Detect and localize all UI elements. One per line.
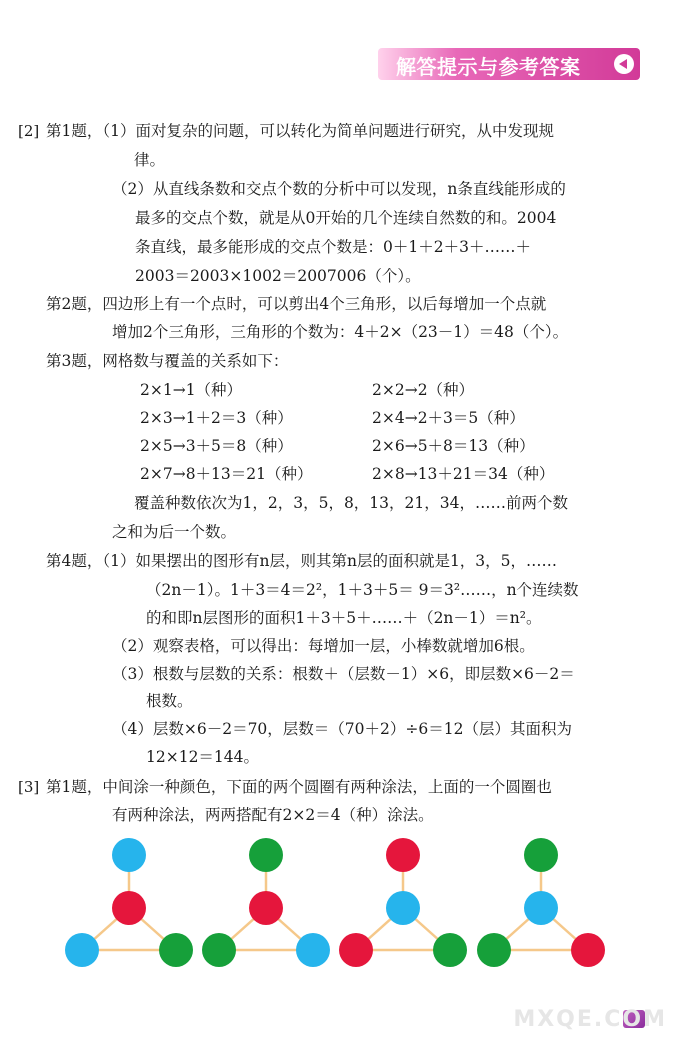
coverage-formula: 2×3→1＋2＝3（种） bbox=[140, 409, 293, 427]
text-line: （2n－1）。1＋3＝4＝2²，1＋3＋5＝ 9＝3²……，n个连续数 bbox=[146, 581, 579, 599]
text-line: （2）从直线条数和交点个数的分析中可以发现，n条直线能形成的 bbox=[112, 180, 566, 198]
circle-top-blue bbox=[112, 838, 146, 872]
text-line: 最多的交点个数，就是从0开始的几个连续自然数的和。2004 bbox=[135, 209, 557, 227]
back-arrow-icon[interactable] bbox=[614, 54, 634, 74]
section-tag-2: [2] bbox=[18, 122, 40, 140]
circle-left-green bbox=[477, 933, 511, 967]
text-line: 条直线，最多能形成的交点个数是：0＋1＋2＋3＋……＋ bbox=[135, 238, 531, 256]
section-tag-3: [3] bbox=[18, 778, 40, 796]
text-line: 之和为后一个数。 bbox=[112, 523, 237, 541]
text-line: 第1题，（1）面对复杂的问题，可以转化为简单问题进行研究，从中发现规 bbox=[46, 122, 554, 140]
coverage-formula: 2×6→5＋8＝13（种） bbox=[372, 437, 535, 455]
watermark-logo: MXQE.COM bbox=[513, 1007, 667, 1032]
text-line: 覆盖种数依次为1，2，3，5，8，13，21，34，……前两个数 bbox=[134, 494, 568, 512]
text-line: （4）层数×6－2＝70，层数＝（70＋2）÷6＝12（层）其面积为 bbox=[112, 720, 572, 738]
triangle-1 bbox=[65, 838, 193, 967]
coverage-formula: 2×7→8＋13＝21（种） bbox=[140, 465, 313, 483]
text-line: 的和即n层图形的面积1＋3＋5＋……＋（2n－1）＝n²。 bbox=[146, 609, 542, 627]
text-line: 律。 bbox=[134, 151, 166, 169]
coverage-formula: 2×5→3＋5＝8（种） bbox=[140, 437, 293, 455]
triangle-2 bbox=[202, 838, 330, 967]
coloring-figure bbox=[0, 820, 675, 980]
circle-top-red bbox=[386, 838, 420, 872]
circle-right-blue bbox=[296, 933, 330, 967]
text-line: 第4题，（1）如果摆出的图形有n层，则其第n层的面积就是1，3，5，…… bbox=[46, 552, 558, 570]
circle-left-green bbox=[202, 933, 236, 967]
text-line: 根数。 bbox=[146, 692, 193, 710]
text-line: 第1题，中间涂一种颜色，下面的两个圆圈有两种涂法，上面的一个圆圈也 bbox=[46, 778, 552, 796]
circle-right-red bbox=[571, 933, 605, 967]
circle-mid-blue bbox=[386, 891, 420, 925]
triangle-4 bbox=[477, 838, 605, 967]
circle-top-green bbox=[524, 838, 558, 872]
circle-top-green bbox=[249, 838, 283, 872]
coverage-formula: 2×8→13＋21＝34（种） bbox=[372, 465, 555, 483]
triangle-3 bbox=[339, 838, 467, 967]
text-line: 有两种涂法，两两搭配有2×2＝4（种）涂法。 bbox=[112, 806, 434, 824]
coverage-formula: 2×1→1（种） bbox=[140, 381, 243, 399]
coverage-formula: 2×4→2＋3＝5（种） bbox=[372, 409, 525, 427]
circle-mid-red bbox=[112, 891, 146, 925]
circle-right-green bbox=[159, 933, 193, 967]
text-line: 增加2个三角形，三角形的个数为：4＋2×（23－1）＝48（个）。 bbox=[112, 323, 569, 341]
text-line: 2003＝2003×1002＝2007006（个）。 bbox=[135, 267, 421, 285]
coverage-formula: 2×2→2（种） bbox=[372, 381, 475, 399]
circle-left-red bbox=[339, 933, 373, 967]
circle-mid-blue bbox=[524, 891, 558, 925]
circle-left-blue bbox=[65, 933, 99, 967]
circle-right-green bbox=[433, 933, 467, 967]
section-header bbox=[378, 48, 640, 80]
text-line: 12×12＝144。 bbox=[146, 748, 260, 766]
circle-mid-red bbox=[249, 891, 283, 925]
text-line: 第2题，四边形上有一个点时，可以剪出4个三角形，以后每增加一个点就 bbox=[46, 295, 547, 313]
header-title: 解答提示与参考答案 bbox=[396, 55, 581, 79]
text-line: （3）根数与层数的关系：根数＋（层数－1）×6，即层数×6－2＝ bbox=[112, 665, 575, 683]
text-line: 第3题，网格数与覆盖的关系如下： bbox=[46, 352, 289, 370]
text-line: （2）观察表格，可以得出：每增加一层，小棒数就增加6根。 bbox=[112, 637, 535, 655]
